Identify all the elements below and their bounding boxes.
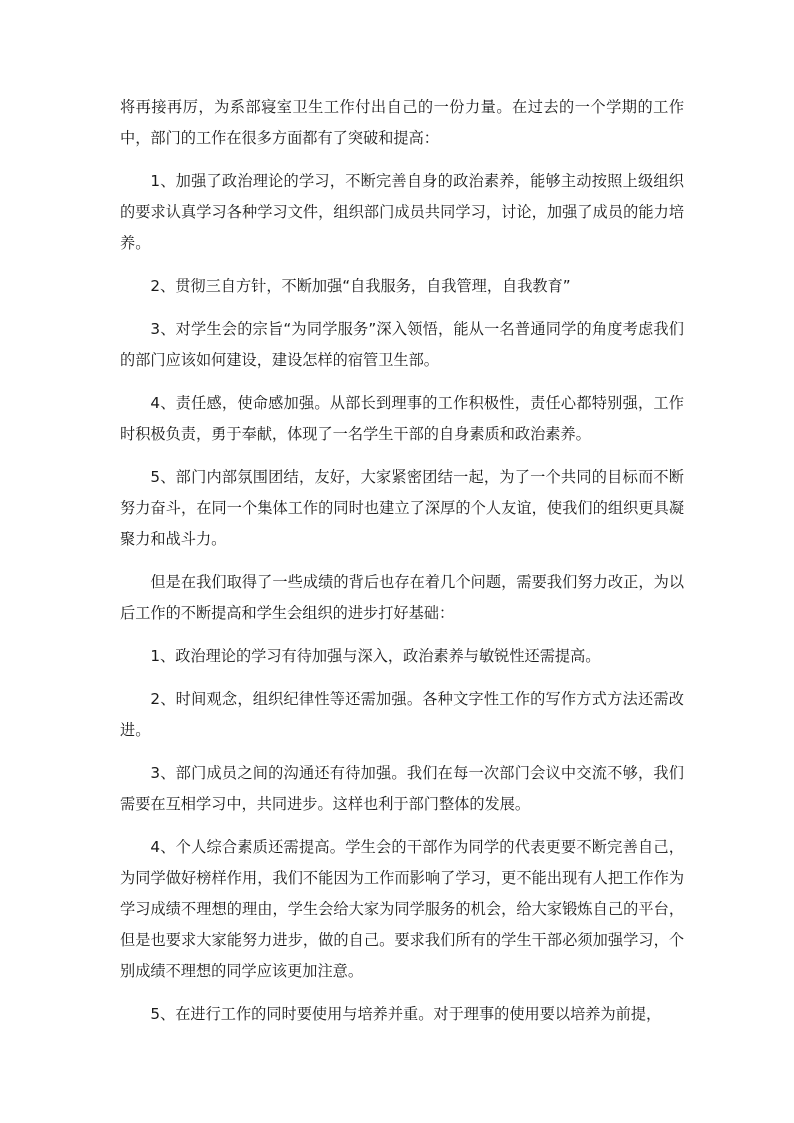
paragraph-achievement-2: 2、贯彻三自方针，不断加强“自我服务，自我管理，自我教育” xyxy=(150,277,571,295)
paragraph-problem-4: 4、个人综合素质还需提高。学生会的干部作为同学的代表更要不断完善自己，为同学做好榜样作用，我们不能因为工作而影响了学习，更不能出现有人把工作作为学习成绩不理想的理由，学生会给大家为同学服务的机会，给大家锻炼自己的平台，但是也要求大家能努力进步，做的自己。要求我们所有的学生干部必须加强学习，个别成绩不理想的同学应该更加注意。 xyxy=(120,838,684,980)
paragraph-achievement-5: 5、部门内部氛围团结，友好，大家紧密团结一起，为了一个共同的目标而不断努力奋斗，在同一个集体工作的同时也建立了深厚的个人友谊，使我们的组织更具凝聚力和战斗力。 xyxy=(120,468,684,548)
document-body xyxy=(120,92,684,1042)
paragraph-problem-2: 2、时间观念，组织纪律性等还需加强。各种文字性工作的写作方式方法还需改进。 xyxy=(120,690,684,739)
paragraph-achievement-1: 1、加强了政治理论的学习，不断完善自身的政治素养，能够主动按照上级组织的要求认真学习各种学习文件，组织部门成员共同学习，讨论，加强了成员的能力培养。 xyxy=(120,172,684,252)
paragraph-achievement-4: 4、责任感，使命感加强。从部长到理事的工作积极性，责任心都特别强，工作时积极负责，勇于奉献，体现了一名学生干部的自身素质和政治素养。 xyxy=(120,394,684,443)
paragraph-achievement-3: 3、对学生会的宗旨“为同学服务”深入领悟，能从一名普通同学的角度考虑我们的部门应该如何建设，建设怎样的宿管卫生部。 xyxy=(120,320,684,369)
paragraph-problems-intro: 但是在我们取得了一些成绩的背后也存在着几个问题，需要我们努力改正，为以后工作的不断提高和学生会组织的进步打好基础： xyxy=(120,573,684,622)
paragraph-intro: 将再接再厉，为系部寝室卫生工作付出自己的一份力量。在过去的一个学期的工作中，部门的工作在很多方面都有了突破和提高： xyxy=(120,98,684,147)
paragraph-problem-5: 5、在进行工作的同时要使用与培养并重。对于理事的使用要以培养为前提， xyxy=(150,1005,662,1023)
paragraph-problem-1: 1、政治理论的学习有待加强与深入，政治素养与敏锐性还需提高。 xyxy=(150,647,601,665)
paragraph-problem-3: 3、部门成员之间的沟通还有待加强。我们在每一次部门会议中交流不够，我们需要在互相学习中，共同进步。这样也利于部门整体的发展。 xyxy=(120,764,684,813)
